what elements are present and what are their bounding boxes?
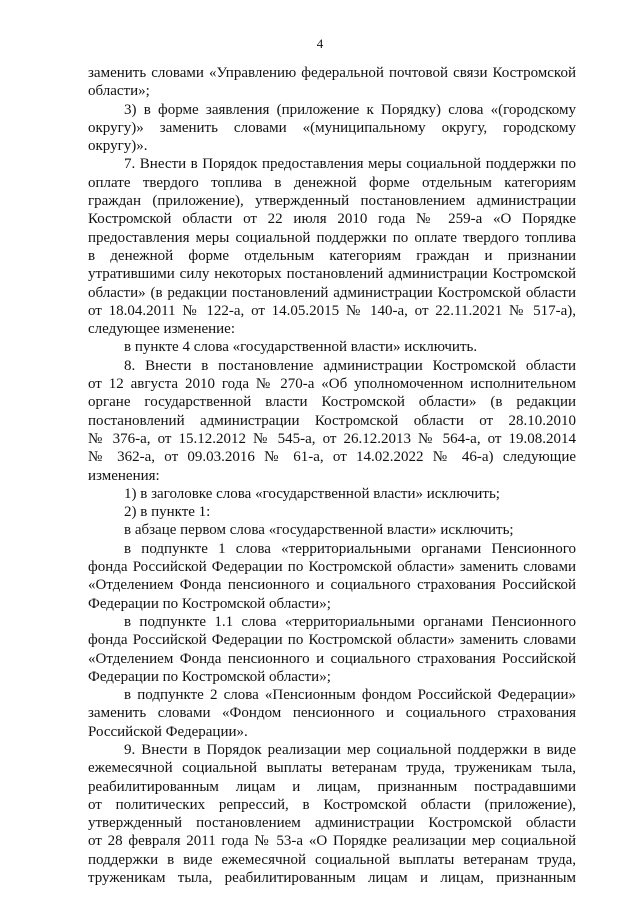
paragraph <box>88 485 576 503</box>
text-line: оплате твердого топлива в денежной форме отдельным категориям <box>88 174 576 191</box>
paragraph <box>88 741 576 887</box>
paragraph <box>88 101 576 156</box>
text-line: ежемесячной социальной выплаты ветеранам труда, труженикам тыла, <box>88 760 576 777</box>
paragraph <box>88 64 576 101</box>
text-line: Костромской области от 22 июля 2010 года № 259-а «О Порядке <box>88 211 576 228</box>
text-line: Российской Федерации». <box>88 723 248 740</box>
text-line: «Отделением Фонда пенсионного и социального страхования Российской <box>88 577 576 594</box>
text-line: от 28 февраля 2011 года № 53-а «О Порядке реализации мер социальной <box>88 833 576 850</box>
paragraph <box>88 357 576 485</box>
paragraph <box>88 155 576 338</box>
text-line: в пункте 4 слова «государственной власти» исключить. <box>124 339 478 356</box>
text-line: «Отделением Фонда пенсионного и социального страхования Российской <box>88 650 576 667</box>
text-line: в подпункте 1.1 слова «территориальными органами Пенсионного <box>124 613 576 630</box>
text-line: заменить словами «Управлению федеральной почтовой связи Костромской <box>88 65 576 81</box>
paragraph <box>88 540 576 613</box>
text-line: в подпункте 1 слова «территориальными органами Пенсионного <box>124 540 576 557</box>
text-line: № 376-а, от 15.12.2012 № 545-а, от 26.12.2013 № 564-а, от 19.08.2014 <box>88 430 576 447</box>
text-line: 7. Внести в Порядок предоставления меры социальной поддержки по <box>124 156 576 173</box>
text-line: Федерации по Костромской области»; <box>88 595 331 612</box>
text-line: изменения: <box>88 467 160 484</box>
paragraph <box>88 338 576 356</box>
paragraph <box>88 503 576 521</box>
document-body <box>88 64 576 887</box>
text-line: органе государственной власти Костромской области» (в редакции <box>88 394 576 411</box>
text-line: в подпункте 2 слова «Пенсионным фондом Российской Федерации» <box>124 687 576 704</box>
text-line: постановлений администрации Костромской области от 28.10.2010 <box>88 412 576 429</box>
text-line: округу)» заменить словами «(муниципальному округу, городскому <box>88 119 576 136</box>
text-line: реабилитированным лицам и лицам, признанным пострадавшими <box>88 778 576 795</box>
text-line: труженикам тыла, реабилитированным лицам и лицам, признанным <box>88 870 576 887</box>
text-line: 1) в заголовке слова «государственной власти» исключить; <box>124 485 500 502</box>
text-line: фонда Российской Федерации по Костромской области» заменить словами <box>88 632 576 649</box>
paragraph <box>88 521 576 539</box>
text-line: 9. Внести в Порядок реализации мер социальной поддержки в виде <box>124 741 576 758</box>
text-line: 2) в пункте 1: <box>124 504 211 521</box>
paragraph <box>88 686 576 741</box>
text-line: 3) в форме заявления (приложение к Порядку) слова «(городскому <box>124 101 576 118</box>
page-number: 4 <box>316 36 324 51</box>
paragraph <box>88 613 576 686</box>
text-line: области»; <box>88 83 150 100</box>
text-line: округу)». <box>88 138 148 155</box>
text-line: в абзаце первом слова «государственной власти» исключить; <box>124 522 514 539</box>
text-line: заменить словами «Фондом пенсионного и социального страхования <box>88 705 576 722</box>
text-line: в денежной форме отдельным категориям граждан и признании <box>88 247 576 264</box>
text-line: поддержки в виде ежемесячной социальной выплаты ветеранам труда, <box>88 851 576 868</box>
text-line: 8. Внести в постановление администрации Костромской области <box>124 357 576 374</box>
text-line: от 12 августа 2010 года № 270-а «Об уполномоченном исполнительном <box>88 376 576 393</box>
text-line: от политических репрессий, в Костромской области (приложение), <box>88 796 576 813</box>
text-line: области» (в редакции постановлений администрации Костромской области <box>88 284 576 301</box>
text-line: граждан (приложение), утвержденный постановлением администрации <box>88 193 576 210</box>
text-line: № 362-а, от 09.03.2016 № 61-а, от 14.02.2022 № 46-а) следующие <box>88 449 576 466</box>
text-line: утратившими силу некоторых постановлений администрации Костромской <box>88 266 576 283</box>
text-line: следующее изменение: <box>88 321 236 338</box>
text-line: фонда Российской Федерации по Костромской области» заменить словами <box>88 559 576 576</box>
text-line: предоставления меры социальной поддержки по оплате твердого топлива <box>88 229 576 246</box>
text-line: от 18.04.2011 № 122-а, от 14.05.2015 № 140-а, от 22.11.2021 № 517-а), <box>88 302 576 319</box>
text-line: утвержденный постановлением администрации Костромской области <box>88 815 576 832</box>
text-line: Федерации по Костромской области»; <box>88 668 331 685</box>
